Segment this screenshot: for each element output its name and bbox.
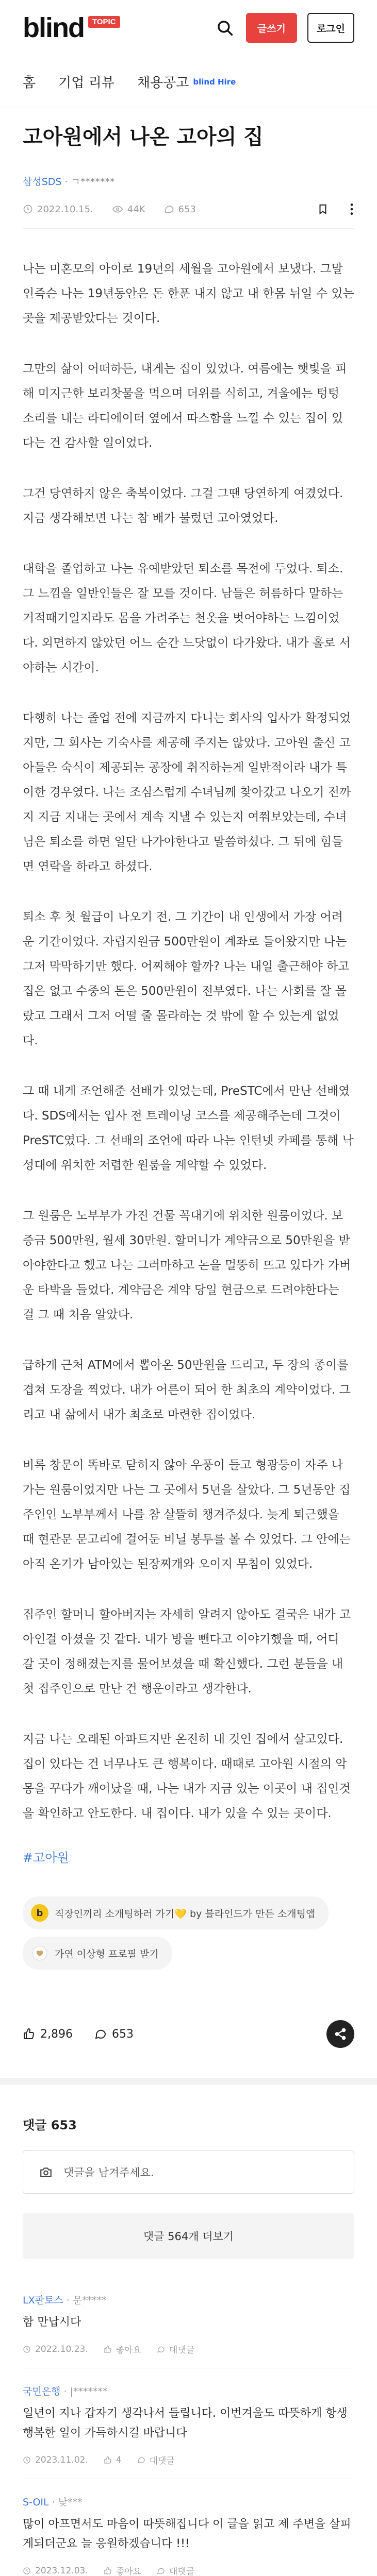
comment-author-name: 낮***: [58, 2497, 83, 2508]
search-icon: [216, 19, 234, 37]
article: [0, 124, 377, 2048]
article-paragraph: 대학을 졸업하고 나는 유예받았던 퇴소를 목전에 두었다. 퇴소. 그 느낌을 일반인들은 잘 모를 것이다. 남들은 허름하다 말하는 거적때기일지라도 몸을 가려주는 천옷을 벗어야하는 느낌이었다. 외면하지 않았던 어느 순간 느닷없이 다가왔다. 내가 홀로 서야하는 시간이.: [23, 562, 351, 674]
section-separator: [0, 2078, 377, 2085]
views-text: 44K: [127, 204, 145, 215]
article-paragraph: 다행히 나는 졸업 전에 지금까지 다니는 회사의 입사가 확정되었지만, 그 회사는 기숙사를 제공해 주지는 않았다. 고아원 출신 고아들은 숙식이 제공되는 공장에 취직하는게 일반적이라 내가 특이한 경우였다. 나는 조심스럽게 수녀님께 찾아갔고 나오기 전까지 지금 지내는 곳에서 계속 지낼 수 있는지 여쭤보았는데, 수녀님은 퇴소를 하면 일단 나가야한다고 말씀하셨다. 그 뒤에 힘들면 연락을 하라고 하셨다.: [23, 711, 351, 873]
share-button[interactable]: [326, 2020, 354, 2048]
comment-company[interactable]: S-OIL: [23, 2497, 49, 2508]
article-paragraph: 그 원룸은 노부부가 가진 건물 꼭대기에 위치한 원룸이었다. 보증금 500만원, 월세 30만원. 할머니가 계약금으로 50만원을 받아야한다고 했고 나는 그러마하고 논을 멀뚱히 뜨고 있다가 가버운 타박을 들었다. 계약금은 계약 당일 현금으로 드려야한다는 걸 그 때 처음 알았다.: [23, 1209, 351, 1321]
main-nav: [0, 56, 377, 108]
thumbs-up-icon: [104, 2567, 112, 2575]
comment-meta: [23, 2453, 354, 2466]
promo-text: 직장인끼리 소개팅하러 가기💛 by 블라인드가 만든 소개팅앱: [55, 1908, 316, 1920]
comment-item: [23, 2368, 354, 2479]
clock-icon: [23, 204, 33, 214]
article-body: [23, 257, 354, 1826]
article-actions: [23, 2020, 354, 2048]
comment-text: 많이 아프면서도 마음이 따뜻해집니다 이 글을 읽고 제 주변을 살피게되더군요 늘 응원하겠습니다 !!!: [23, 2518, 351, 2550]
write-button[interactable]: 글쓰기: [246, 13, 297, 43]
b-coin-icon: b: [31, 1904, 48, 1922]
comment-input[interactable]: [23, 2150, 354, 2194]
article-paragraph: 그건 당연하지 않은 축복이었다. 그걸 그땐 당연하게 여겼었다. 지금 생각해보면 나는 참 배가 불렀던 고아였었다.: [23, 487, 343, 525]
comment-date: 2023.11.02.: [23, 2455, 88, 2465]
header: [0, 0, 377, 56]
article-date: [23, 204, 93, 215]
reply-icon: [157, 2345, 165, 2353]
nav-jobs-label: 채용공고: [137, 75, 189, 91]
more-comments-button[interactable]: 댓글 564개 더보기: [23, 2213, 354, 2259]
heart-ring-icon: [31, 1944, 48, 1962]
nav-item-home[interactable]: 홈: [23, 75, 36, 91]
article-paragraph: 나는 미혼모의 아이로 19년의 세월을 고아원에서 보냈다. 그말인즉슨 나는 19년동안은 돈 한푼 내지 않고 내 한몸 뉘일 수 있는 곳을 제공받았다는 것이다.: [23, 262, 354, 325]
comment-like-button[interactable]: 좋아요: [104, 2564, 141, 2576]
bookmark-icon[interactable]: [317, 203, 329, 215]
comment-author: 국민은행 · |*******: [23, 2386, 108, 2397]
article-paragraph: 지금 나는 오래된 아파트지만 온전히 내 것인 집에서 살고있다. 집이 있다는 건 너무나도 큰 행복이다. 때때로 고아원 시절의 악몽을 꾸다가 깨어났을 때, 나는 내가 지금 있는 이곳이 내 집인것을 확인하고 안도한다. 내 집이다. 내가 있을 수 있는 곳이다.: [23, 1733, 351, 1820]
clock-icon: [23, 2345, 31, 2353]
comments-section: [0, 2115, 377, 2576]
comment-date: 2023.12.03.: [23, 2566, 88, 2576]
comment-text: 함 만납시다: [23, 2316, 81, 2329]
comment-company[interactable]: 국민은행: [23, 2386, 61, 2397]
reply-icon: [137, 2456, 145, 2464]
comment-reply-button[interactable]: 대댓글: [157, 2564, 194, 2576]
article-title: 고아원에서 나온 고아의 집: [23, 125, 264, 149]
comment-author-name: 문*****: [72, 2295, 107, 2306]
author-separator: ·: [64, 176, 71, 188]
article-meta: [23, 202, 354, 216]
reply-icon: [157, 2567, 165, 2575]
more-options-icon[interactable]: [349, 202, 354, 216]
article-paragraph: 비록 창문이 똑바로 닫히지 않아 우풍이 들고 형광등이 자주 나가는 원룸이었지만 나는 그 곳에서 5년을 살았다. 그 5년동안 집주인인 노부부께서 나를 참 살뜰히 챙겨주셨다. 늦게 퇴근했을 때 현관문 문고리에 걸어둔 비닐 봉투를 볼 수 있었다. 그 안에는 아직 온기가 남아있는 된장찌개와 오이지 무침이 있었다.: [23, 1459, 351, 1571]
share-icon: [334, 2027, 347, 2041]
comment-author-name: |*******: [70, 2386, 108, 2397]
topic-badge: TOPIC: [88, 16, 120, 28]
article-paragraph: 급하게 근처 ATM에서 뽑아온 50만원을 드리고, 두 장의 종이를 겹쳐 도장을 찍었다. 내가 어른이 되어 한 최초의 계약이었다. 그리고 내 삶에서 내가 최초로 마련한 집이었다.: [23, 1359, 351, 1421]
promo-area: [23, 1896, 354, 1970]
article-comment-count: [164, 204, 196, 215]
comment-author: S-OIL · 낮***: [23, 2497, 83, 2508]
profile-text: 가연 이상형 프로필 받기: [55, 1948, 159, 1960]
comment-icon: [94, 2028, 107, 2040]
blind-hire-badge: blind Hire: [193, 77, 236, 87]
comment-item: [23, 2277, 354, 2368]
comment-meta: [23, 2564, 354, 2576]
comment-like-button[interactable]: 4: [104, 2455, 122, 2465]
author-name: ㄱ*******: [71, 176, 115, 188]
comment-count: 653: [111, 2027, 134, 2041]
blind-logo[interactable]: [23, 12, 120, 44]
date-text: 2022.10.15.: [37, 204, 93, 215]
comment-company[interactable]: LX판토스: [23, 2295, 63, 2306]
comment-button[interactable]: [94, 2028, 134, 2041]
author-company[interactable]: 삼성SDS: [23, 176, 62, 188]
comment-meta: [23, 2343, 354, 2355]
comment-like-button[interactable]: 좋아요: [104, 2343, 141, 2355]
camera-icon: [39, 2165, 53, 2179]
comment-icon: [164, 204, 174, 214]
comment-reply-button[interactable]: 대댓글: [137, 2453, 175, 2466]
comment-count-text: 653: [178, 204, 196, 215]
comment-reply-button[interactable]: 대댓글: [157, 2343, 194, 2355]
like-button[interactable]: [23, 2028, 73, 2041]
comments-title: 댓글 653: [23, 2118, 77, 2132]
thumbs-up-icon: [104, 2456, 112, 2464]
article-paragraph: 그만의 삶이 어떠하든, 내게는 집이 있었다. 여름에는 햇빛을 피해 미지근한 보리찻물을 먹으며 더위를 식히고, 겨울에는 텅텅 소리를 내는 라디에이터 옆에서 따스함을 느낄 수 있는 집이 있다는 건 감사할 일이었다.: [23, 362, 347, 450]
like-count: 2,896: [40, 2027, 73, 2041]
comment-item: [23, 2479, 354, 2576]
comment-placeholder: 댓글을 남겨주세요.: [63, 2166, 154, 2179]
comment-date: 2022.10.23.: [23, 2344, 88, 2354]
profile-promo-pill[interactable]: [23, 1937, 172, 1970]
article-views: [112, 204, 145, 215]
article-paragraph: 그 때 내게 조언해준 선배가 있었는데, PreSTC에서 만난 선배였다. SDS에서는 입사 전 트레이닝 코스를 제공해주는데 그것이 PreSTC였다. 그 선배의 조언에 따라 나는 인턴넷 카페를 통해 낙성대에 위치한 저렴한 원룸을 계약할 수 있었다.: [23, 1084, 354, 1172]
logo-text: blind: [23, 12, 84, 43]
article-paragraph: 퇴소 후 첫 월급이 나오기 전. 그 기간이 내 인생에서 가장 어려운 기간이었다. 자립지원금 500만원이 계좌로 들어왔지만 나는 그저 막막하기만 했다. 어찌해야 할까? 나는 내일 출근해야 하고 집은 없고 수중의 돈은 500만원이 전부였다. 나는 사회를 잘 몰랐고 그래서 그저 어떨 줄 몰라하는 것 밖에 할 수 있는게 없었다.: [23, 910, 350, 1047]
meta-divider: [23, 228, 354, 229]
clock-icon: [23, 2567, 31, 2575]
login-button[interactable]: 로그인: [307, 13, 354, 43]
dating-promo-pill[interactable]: [23, 1896, 329, 1929]
search-button[interactable]: [214, 17, 236, 39]
article-author: [23, 174, 354, 188]
clock-icon: [23, 2456, 31, 2464]
thumbs-up-icon: [104, 2345, 112, 2353]
thumbs-up-icon: [23, 2028, 35, 2040]
nav-item-company-review[interactable]: 기업 리뷰: [58, 75, 114, 91]
hashtag-link[interactable]: #고아원: [23, 1851, 69, 1865]
comment-text: 일년이 지나 갑자기 생각나서 들립니다. 이번겨울도 따뜻하게 항생 행복한 일이 가득하시길 바랍니다: [23, 2407, 348, 2439]
comment-author: LX판토스 · 문*****: [23, 2295, 107, 2306]
article-paragraph: 집주인 할머니 할아버지는 자세히 알려지 않아도 결국은 내가 고아인걸 아셨을 것 같다. 내가 방을 뺀다고 이야기했을 때, 어디 갈 곳이 정해졌는지를 물어보셨을 때 확신했다. 그런 분들을 내 첫 집주인으로 만난 건 행운이라고 생각한다.: [23, 1608, 351, 1696]
eye-icon: [112, 204, 123, 214]
nav-item-jobs[interactable]: [137, 72, 236, 91]
